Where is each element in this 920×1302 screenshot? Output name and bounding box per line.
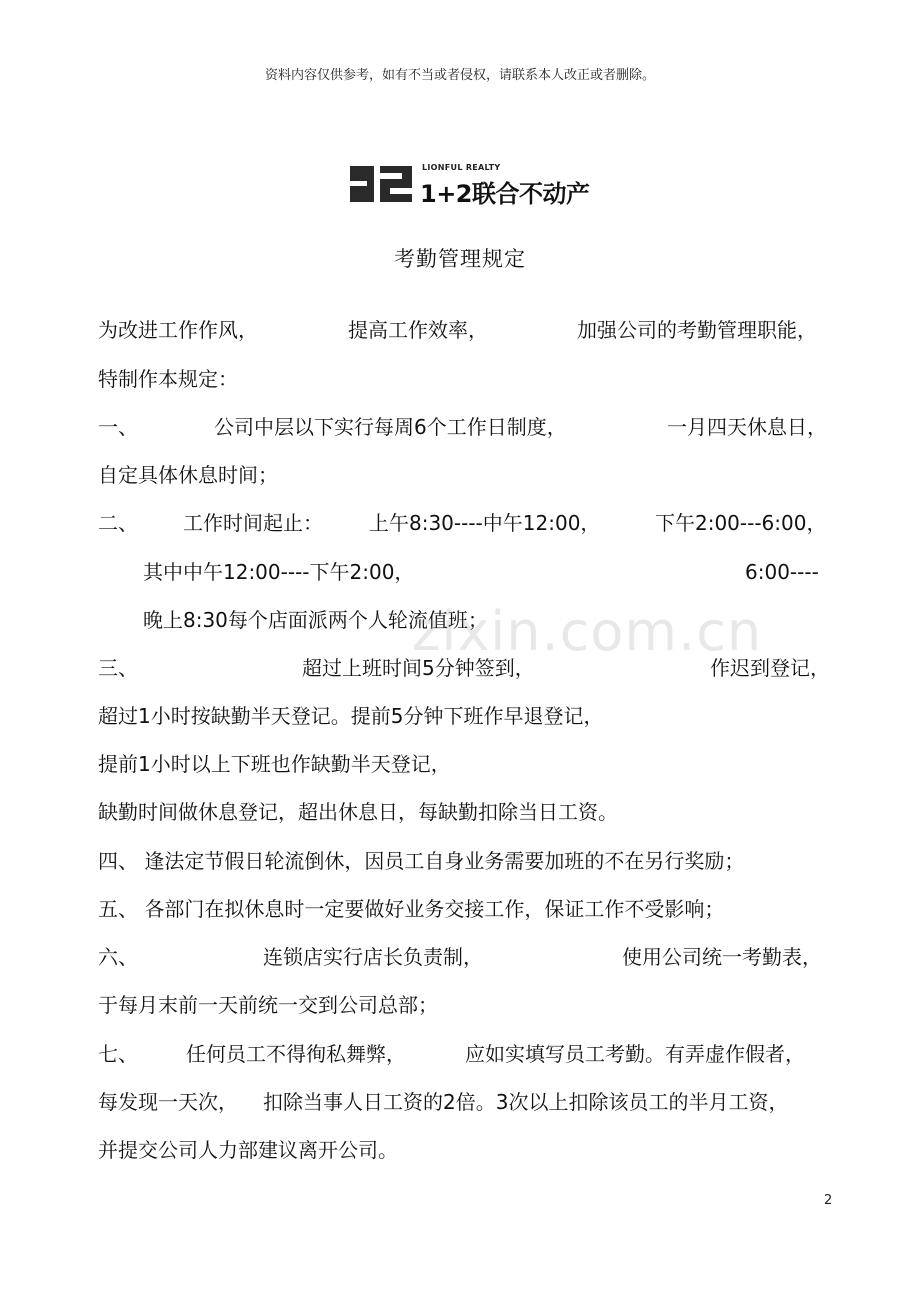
section-2-cont-1b: 6:00---- <box>745 560 819 584</box>
section-1-continuation: 自定具体休息时间； <box>98 463 278 487</box>
watermark: zixin.com.cn <box>412 600 763 663</box>
section-2-number: 二、 <box>98 511 138 535</box>
section-7-cont-1a: 每发现一天次， <box>98 1090 238 1114</box>
document-title: 考勤管理规定 <box>394 247 526 271</box>
page-number: 2 <box>824 1193 833 1208</box>
section-2-part-2: 上午8:30----中午12:00， <box>369 511 601 535</box>
lionful-logo-mark-icon <box>350 166 412 202</box>
section-7-part-2: 应如实填写员工考勤。有弄虚作假者， <box>465 1042 805 1066</box>
logo-name: 1+2联合不动产 <box>420 180 590 208</box>
section-7-cont-1b: 扣除当事人日工资的2倍。3次以上扣除该员工的半月工资， <box>263 1090 789 1114</box>
section-6-part-1: 连锁店实行店长负责制， <box>263 945 483 969</box>
section-3-part-2: 作迟到登记， <box>710 656 830 680</box>
section-3-part-1: 超过上班时间5分钟签到， <box>302 656 535 680</box>
section-3-number: 三、 <box>98 656 138 680</box>
section-7-cont-2: 并提交公司人力部建议离开公司。 <box>98 1138 398 1162</box>
intro-part-1: 为改进工作作风， <box>98 318 258 342</box>
section-5: 五、 各部门在拟休息时一定要做好业务交接工作，保证工作不受影响； <box>98 897 725 921</box>
section-3-cont-3: 缺勤时间做休息登记，超出休息日，每缺勤扣除当日工资。 <box>98 800 618 824</box>
section-6-continuation: 于每月末前一天前统一交到公司总部； <box>98 993 438 1017</box>
section-4: 四、 逢法定节假日轮流倒休，因员工自身业务需要加班的不在另行奖励； <box>98 849 745 873</box>
section-6-number: 六、 <box>98 945 138 969</box>
logo-subtitle: LIONFUL REALTY <box>422 163 501 172</box>
intro-continuation: 特制作本规定： <box>98 367 238 391</box>
section-6-part-2: 使用公司统一考勤表， <box>622 945 822 969</box>
section-2-cont-1a: 其中中午12:00----下午2:00， <box>143 560 415 584</box>
intro-part-3: 加强公司的考勤管理职能， <box>577 318 817 342</box>
disclaimer: 资料内容仅供参考，如有不当或者侵权，请联系本人改正或者删除。 <box>264 68 655 83</box>
intro-part-2: 提高工作效率， <box>348 318 488 342</box>
section-1-part-2: 一月四天休息日， <box>667 415 827 439</box>
section-7-number: 七、 <box>98 1042 138 1066</box>
section-2-part-1: 工作时间起止： <box>183 511 323 535</box>
section-2-cont-2: 晚上8:30每个店面派两个人轮流值班； <box>143 608 488 632</box>
section-2-part-3: 下午2:00---6:00， <box>655 511 827 535</box>
company-logo <box>350 163 590 208</box>
section-3-cont-1: 超过1小时按缺勤半天登记。提前5分钟下班作早退登记， <box>98 704 604 728</box>
section-3-cont-2: 提前1小时以上下班也作缺勤半天登记， <box>98 752 451 776</box>
section-7-part-1: 任何员工不得徇私舞弊， <box>186 1042 406 1066</box>
section-1-part-1: 公司中层以下实行每周6个工作日制度， <box>214 415 567 439</box>
section-1-number: 一、 <box>98 415 138 439</box>
